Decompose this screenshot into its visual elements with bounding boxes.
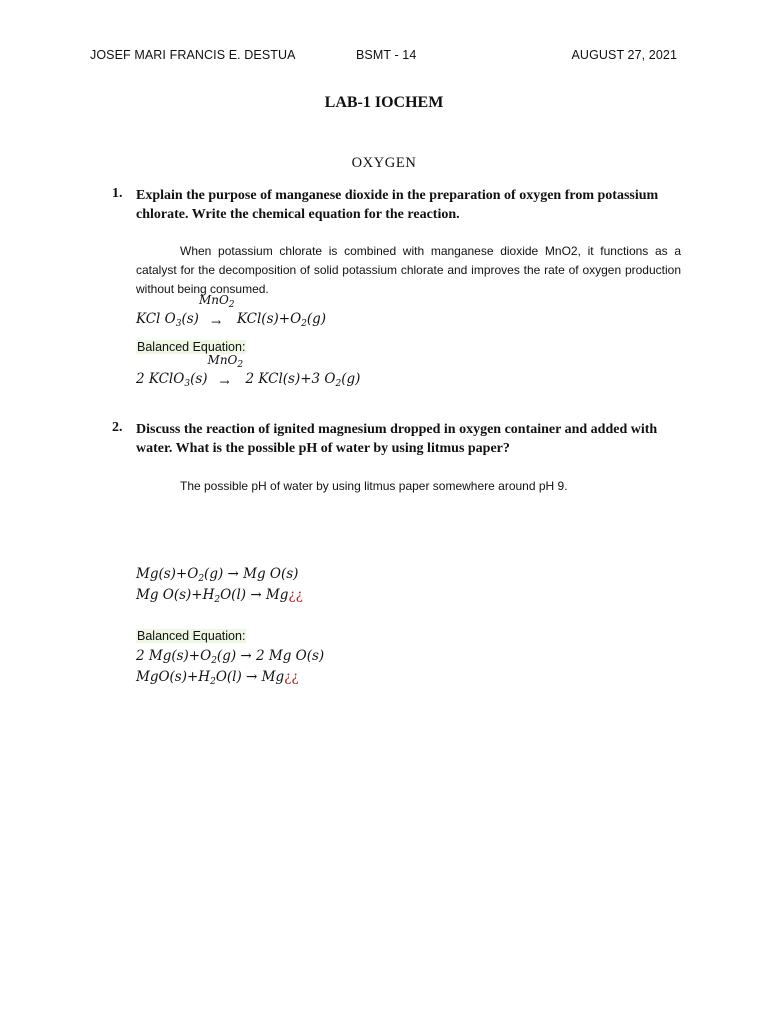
section-subtitle: OXYGEN — [351, 155, 417, 171]
error-glyphs-balanced: ¿¿ — [284, 669, 299, 685]
question-1-number: 1. — [112, 186, 123, 201]
q2-balanced-equation-1: 2 $Mg(s)+O_2(g) \to 2$ Mg O(s) — [136, 648, 325, 666]
q1-equation-balanced: 2 KClO$_3$(s) MnO$_2$ → 2 KCl(s)+3 $O_2(g)$ — [136, 353, 361, 389]
question-1-text: Explain the purpose of manganese dioxide in the preparation of oxygen from potassium chlorate. Write the chemical equation for the reaction. — [136, 188, 659, 222]
q2-balanced-label: Balanced Equation: — [137, 629, 246, 643]
header-section: BSMT - 14 — [356, 48, 417, 62]
question-2-number: 2. — [112, 420, 123, 435]
question-1-answer-text: When potassium chlorate is combined with manganese dioxide MnO2, it functions as a catalyst for the decomposition of solid potassium chlorate and improves the rate of oxygen production without being consumed. — [136, 244, 681, 296]
q2-equation-2: Mg $O(s)+H_2O(l)$ → Mg¿¿ — [136, 587, 303, 605]
error-glyphs: ¿¿ — [288, 587, 303, 603]
question-1-answer — [136, 242, 681, 299]
page-title: LAB-1 IOCHEM — [324, 94, 444, 111]
header-student-name: JOSEF MARI FRANCIS E. DESTUA — [90, 48, 296, 62]
header-date: AUGUST 27, 2021 — [571, 48, 677, 62]
q1-balanced-label: Balanced Equation: — [137, 340, 246, 354]
question-2-text: Discuss the reaction of ignited magnesium dropped in oxygen container and added with water. What is the possible pH of water by using litmus paper? — [136, 422, 658, 456]
q1-equation-unbalanced: KCl $O_3(s)$ MnO$_2$ → $KCl(s)+O_2(g)$ — [136, 293, 327, 329]
q2-balanced-equation-2: $MgO(s)+H_2O(l)$ → Mg¿¿ — [136, 669, 299, 687]
q2-equation-1: $Mg(s)+O_2(g) \to Mg$ O(s) — [136, 566, 299, 584]
question-2-answer: The possible pH of water by using litmus paper somewhere around pH 9. — [180, 479, 568, 493]
